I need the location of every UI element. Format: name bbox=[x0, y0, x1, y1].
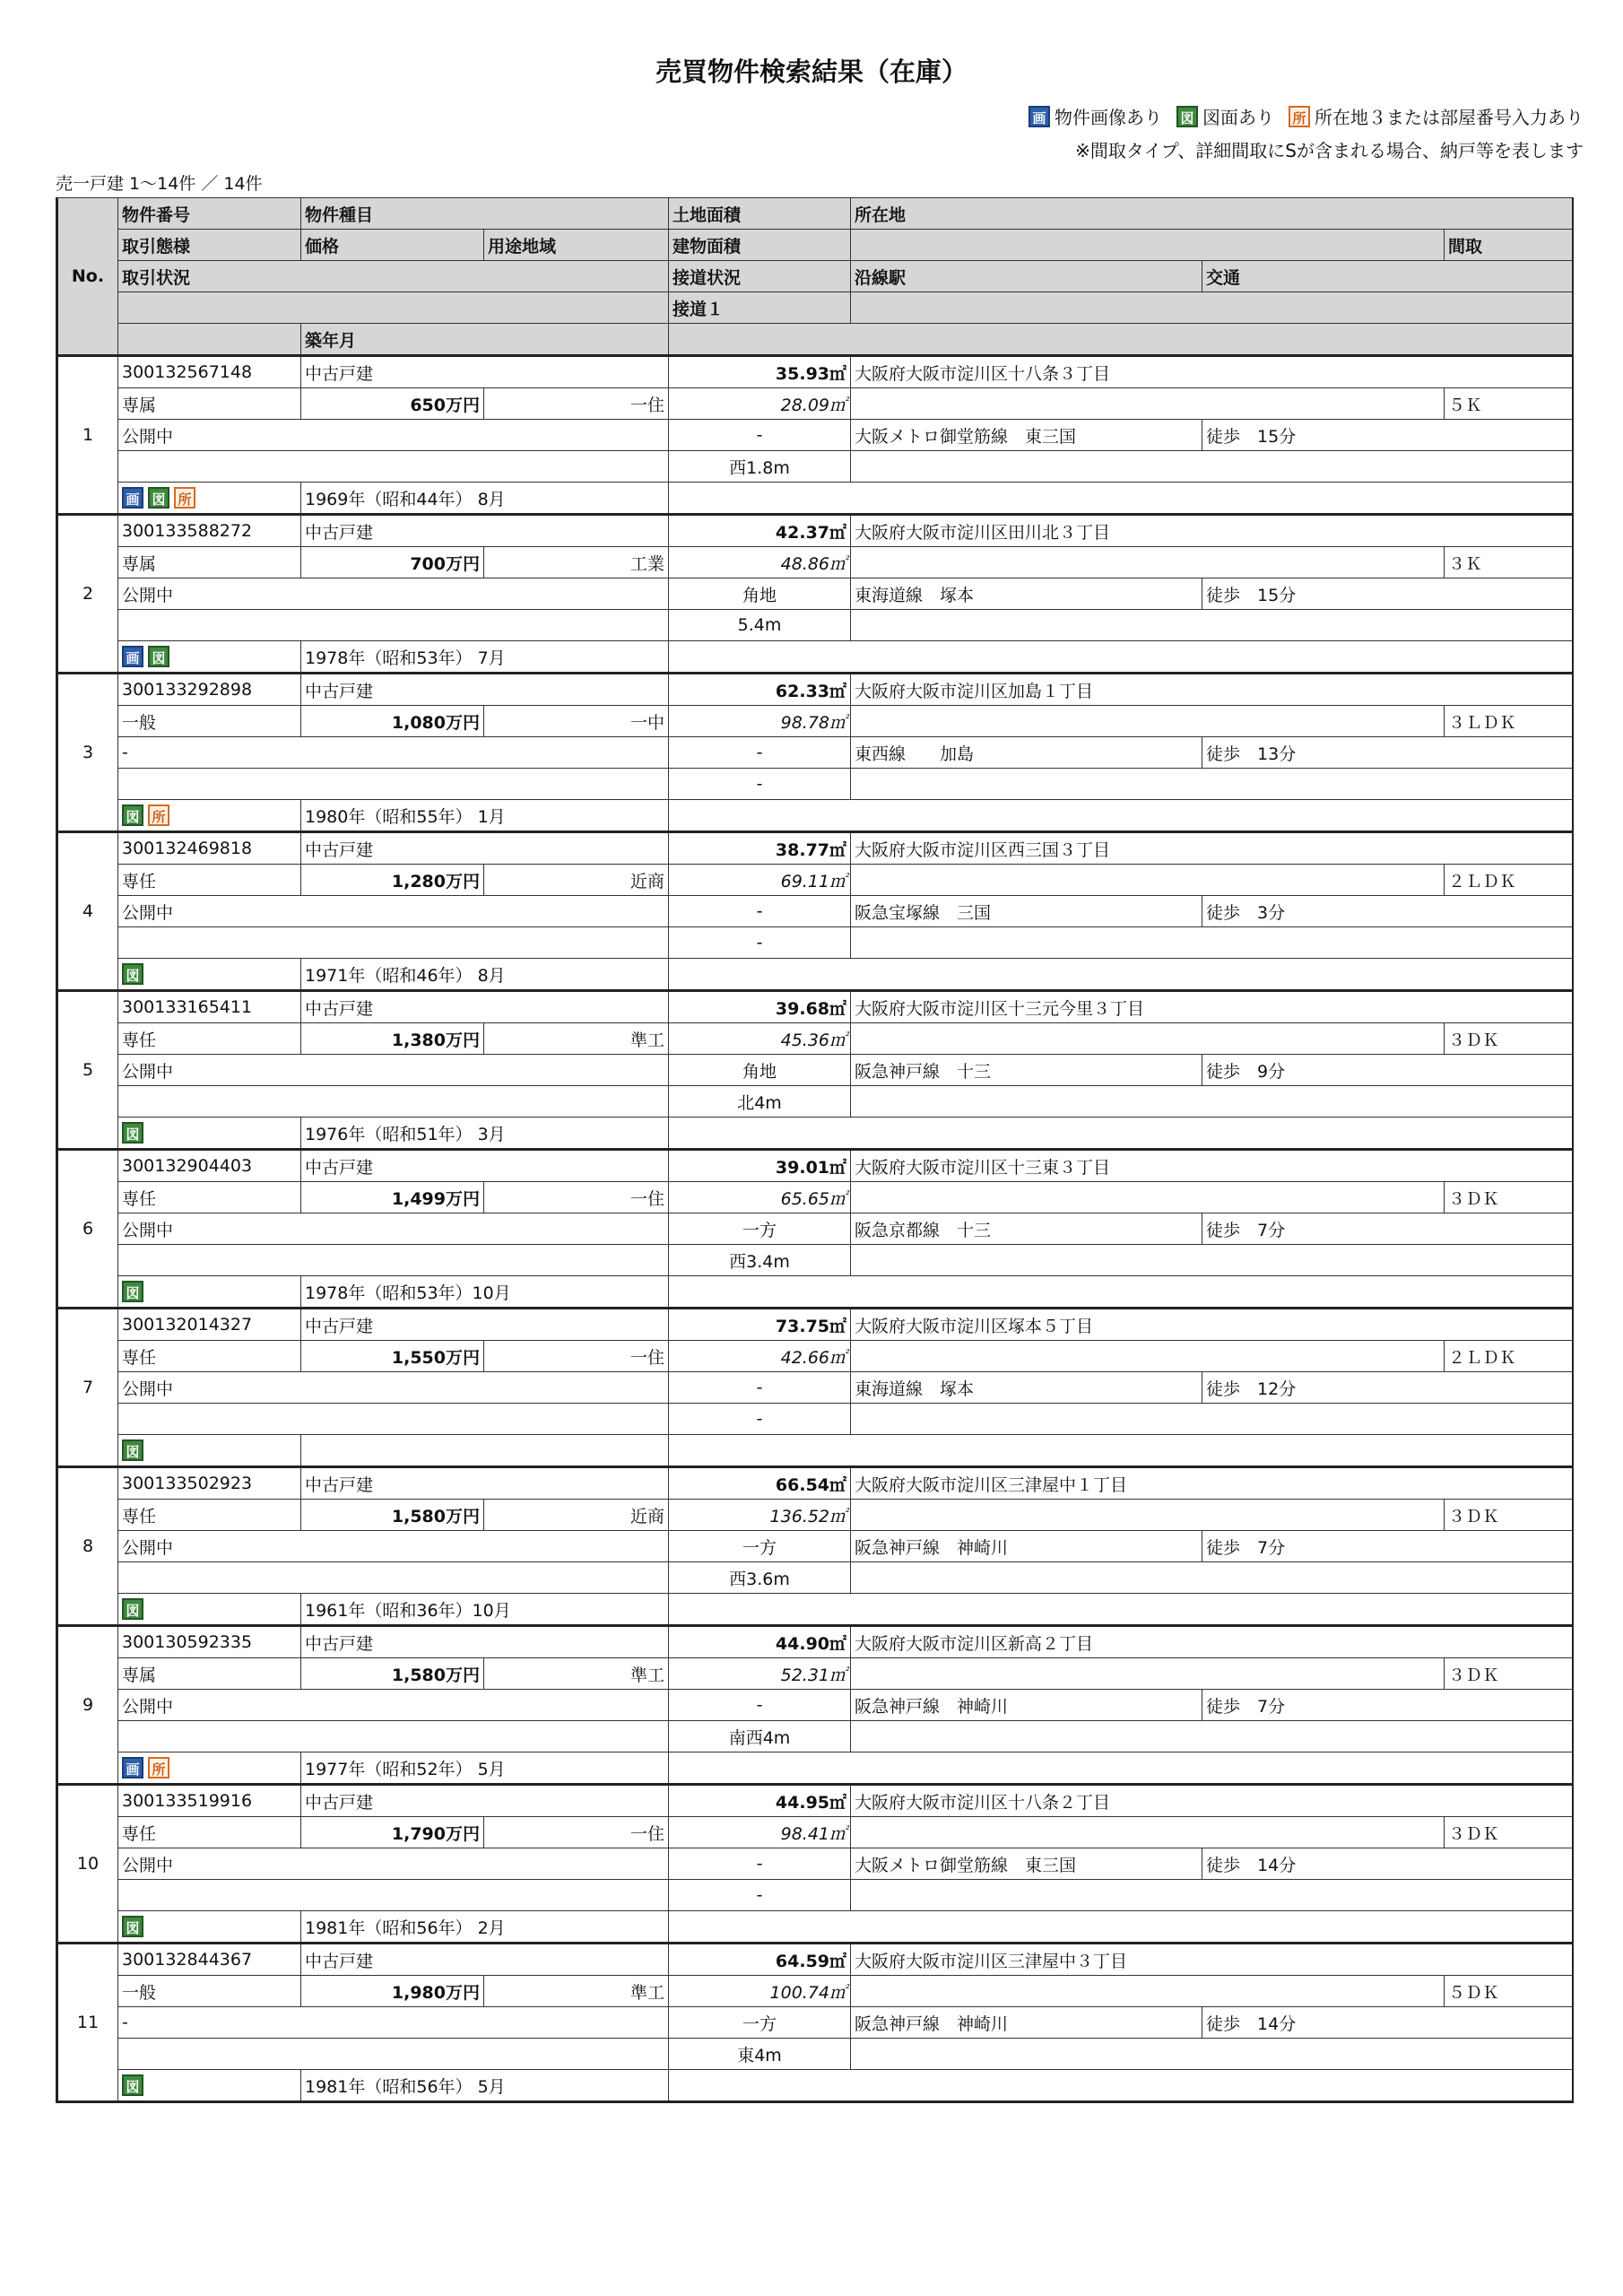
address: 大阪府大阪市淀川区新高２丁目 bbox=[851, 1626, 1573, 1658]
land-area: 62.33㎡ bbox=[669, 674, 851, 706]
address: 大阪府大阪市淀川区加島１丁目 bbox=[851, 674, 1573, 706]
image-available-icon: 画 bbox=[122, 487, 143, 509]
road-frontage: 5.4m bbox=[669, 610, 851, 641]
station: 阪急神戸線 神崎川 bbox=[851, 1531, 1202, 1562]
table-row bbox=[57, 991, 1573, 1023]
property-type: 中古戸建 bbox=[301, 1944, 669, 1976]
access: 徒歩 14分 bbox=[1202, 1848, 1573, 1880]
row-number: 8 bbox=[57, 1467, 118, 1626]
deal-type: 専任 bbox=[118, 1341, 301, 1372]
property-type: 中古戸建 bbox=[301, 515, 669, 547]
layout: ２ＬＤＫ bbox=[1445, 1341, 1573, 1372]
building-area: 98.78㎡ bbox=[669, 706, 851, 737]
building-area: 45.36㎡ bbox=[669, 1023, 851, 1055]
property-type: 中古戸建 bbox=[301, 356, 669, 388]
property-type: 中古戸建 bbox=[301, 1309, 669, 1341]
road-status: 角地 bbox=[669, 1055, 851, 1086]
access: 徒歩 12分 bbox=[1202, 1372, 1573, 1404]
price: 1,550万円 bbox=[301, 1341, 484, 1372]
land-area: 44.90㎡ bbox=[669, 1626, 851, 1658]
row-number: 4 bbox=[57, 832, 118, 991]
status: 公開中 bbox=[118, 1690, 669, 1721]
legend-image-label: 物件画像あり bbox=[1055, 107, 1162, 128]
built-date: 1969年（昭和44年） 8月 bbox=[301, 483, 669, 515]
image-available-icon: 画 bbox=[122, 646, 143, 667]
road-status: - bbox=[669, 896, 851, 927]
layout: ３ＤＫ bbox=[1445, 1182, 1573, 1213]
table-row bbox=[57, 674, 1573, 706]
building-area: 42.66㎡ bbox=[669, 1341, 851, 1372]
building-area: 69.11㎡ bbox=[669, 865, 851, 896]
icon-cell bbox=[118, 959, 301, 991]
station: 大阪メトロ御堂筋線 東三国 bbox=[851, 420, 1202, 451]
price: 1,080万円 bbox=[301, 706, 484, 737]
building-area: 28.09㎡ bbox=[669, 388, 851, 420]
status: - bbox=[118, 2007, 669, 2039]
land-area: 38.77㎡ bbox=[669, 832, 851, 865]
price: 1,499万円 bbox=[301, 1182, 484, 1213]
layout: ３Ｋ bbox=[1445, 547, 1573, 578]
address: 大阪府大阪市淀川区塚本５丁目 bbox=[851, 1309, 1573, 1341]
header-built: 築年月 bbox=[301, 324, 669, 356]
table-row bbox=[57, 515, 1573, 547]
built-date: 1981年（昭和56年） 5月 bbox=[301, 2070, 669, 2102]
station: 阪急神戸線 神崎川 bbox=[851, 2007, 1202, 2039]
icon-cell bbox=[118, 1594, 301, 1626]
table-row bbox=[57, 1309, 1573, 1341]
zoning: 一中 bbox=[484, 706, 669, 737]
address-detail-icon: 所 bbox=[148, 1757, 169, 1779]
station: 大阪メトロ御堂筋線 東三国 bbox=[851, 1848, 1202, 1880]
table-row bbox=[57, 1150, 1573, 1182]
road-frontage: - bbox=[669, 1880, 851, 1911]
station: 阪急神戸線 十三 bbox=[851, 1055, 1202, 1086]
built-date: 1980年（昭和55年） 1月 bbox=[301, 800, 669, 832]
layout: ３ＤＫ bbox=[1445, 1817, 1573, 1848]
price: 1,280万円 bbox=[301, 865, 484, 896]
address: 大阪府大阪市淀川区十八条３丁目 bbox=[851, 356, 1573, 388]
deal-type: 専任 bbox=[118, 1817, 301, 1848]
status: 公開中 bbox=[118, 420, 669, 451]
zoning: 準工 bbox=[484, 1023, 669, 1055]
row-number: 9 bbox=[57, 1626, 118, 1785]
icon-cell bbox=[118, 1911, 301, 1944]
building-area: 48.86㎡ bbox=[669, 547, 851, 578]
property-id: 300133502923 bbox=[118, 1467, 301, 1500]
station: 阪急京都線 十三 bbox=[851, 1213, 1202, 1245]
road-frontage: - bbox=[669, 927, 851, 959]
built-date: 1961年（昭和36年）10月 bbox=[301, 1594, 669, 1626]
station: 阪急神戸線 神崎川 bbox=[851, 1690, 1202, 1721]
floor-plan-icon: 図 bbox=[122, 1916, 143, 1937]
row-number: 11 bbox=[57, 1944, 118, 2102]
image-available-icon: 画 bbox=[1028, 106, 1050, 127]
property-id: 300130592335 bbox=[118, 1626, 301, 1658]
results-table bbox=[56, 197, 1574, 2103]
table-row bbox=[57, 1467, 1573, 1500]
address: 大阪府大阪市淀川区三津屋中１丁目 bbox=[851, 1467, 1573, 1500]
header-building: 建物面積 bbox=[669, 230, 851, 261]
property-id: 300133292898 bbox=[118, 674, 301, 706]
header-id: 物件番号 bbox=[118, 198, 301, 230]
access: 徒歩 7分 bbox=[1202, 1690, 1573, 1721]
layout: ２ＬＤＫ bbox=[1445, 865, 1573, 896]
deal-type: 専属 bbox=[118, 1658, 301, 1690]
row-number: 6 bbox=[57, 1150, 118, 1309]
road-status: - bbox=[669, 420, 851, 451]
land-area: 44.95㎡ bbox=[669, 1785, 851, 1817]
zoning: 工業 bbox=[484, 547, 669, 578]
row-number: 2 bbox=[57, 515, 118, 674]
icon-cell bbox=[118, 1435, 301, 1467]
table-row bbox=[57, 832, 1573, 865]
building-area: 136.52㎡ bbox=[669, 1500, 851, 1531]
floor-plan-icon: 図 bbox=[122, 1439, 143, 1461]
property-type: 中古戸建 bbox=[301, 832, 669, 865]
access: 徒歩 15分 bbox=[1202, 578, 1573, 610]
header-access: 交通 bbox=[1202, 261, 1573, 292]
deal-type: 専任 bbox=[118, 1500, 301, 1531]
floor-plan-icon: 図 bbox=[122, 963, 143, 985]
status: 公開中 bbox=[118, 896, 669, 927]
status: 公開中 bbox=[118, 1848, 669, 1880]
icon-cell bbox=[118, 1118, 301, 1150]
table-row bbox=[57, 1944, 1573, 1976]
price: 1,380万円 bbox=[301, 1023, 484, 1055]
row-number: 1 bbox=[57, 356, 118, 515]
row-number: 7 bbox=[57, 1309, 118, 1467]
property-type: 中古戸建 bbox=[301, 991, 669, 1023]
land-area: 39.01㎡ bbox=[669, 1150, 851, 1182]
land-area: 42.37㎡ bbox=[669, 515, 851, 547]
icon-legend bbox=[1028, 103, 1584, 129]
status: 公開中 bbox=[118, 1055, 669, 1086]
address: 大阪府大阪市淀川区三津屋中３丁目 bbox=[851, 1944, 1573, 1976]
header-line: 沿線駅 bbox=[851, 261, 1202, 292]
deal-type: 専属 bbox=[118, 547, 301, 578]
header-deal: 取引態様 bbox=[118, 230, 301, 261]
zoning: 一住 bbox=[484, 388, 669, 420]
road-status: 一方 bbox=[669, 2007, 851, 2039]
station: 阪急宝塚線 三国 bbox=[851, 896, 1202, 927]
station: 東西線 加島 bbox=[851, 737, 1202, 769]
building-area: 100.74㎡ bbox=[669, 1976, 851, 2007]
built-date: 1978年（昭和53年）10月 bbox=[301, 1276, 669, 1309]
access: 徒歩 13分 bbox=[1202, 737, 1573, 769]
deal-type: 一般 bbox=[118, 1976, 301, 2007]
property-type: 中古戸建 bbox=[301, 1626, 669, 1658]
floor-plan-icon: 図 bbox=[122, 2074, 143, 2096]
land-area: 73.75㎡ bbox=[669, 1309, 851, 1341]
address: 大阪府大阪市淀川区西三国３丁目 bbox=[851, 832, 1573, 865]
floor-plan-icon: 図 bbox=[122, 1598, 143, 1620]
table-row bbox=[57, 1626, 1573, 1658]
header-type: 物件種目 bbox=[301, 198, 669, 230]
header-status: 取引状況 bbox=[118, 261, 669, 292]
floor-plan-icon: 図 bbox=[148, 646, 169, 667]
floor-plan-icon: 図 bbox=[148, 487, 169, 509]
table-row bbox=[57, 1785, 1573, 1817]
road-status: - bbox=[669, 737, 851, 769]
access: 徒歩 14分 bbox=[1202, 2007, 1573, 2039]
status: - bbox=[118, 737, 669, 769]
floor-plan-icon: 図 bbox=[122, 1281, 143, 1302]
built-date bbox=[301, 1435, 669, 1467]
property-id: 300132469818 bbox=[118, 832, 301, 865]
property-id: 300132014327 bbox=[118, 1309, 301, 1341]
header-zone: 用途地域 bbox=[484, 230, 669, 261]
row-number: 10 bbox=[57, 1785, 118, 1944]
zoning: 近商 bbox=[484, 865, 669, 896]
zoning: 準工 bbox=[484, 1976, 669, 2007]
header-layout: 間取 bbox=[1445, 230, 1573, 261]
header-address: 所在地 bbox=[851, 198, 1573, 230]
road-frontage: 南西4m bbox=[669, 1721, 851, 1752]
land-area: 39.68㎡ bbox=[669, 991, 851, 1023]
road-status: 角地 bbox=[669, 578, 851, 610]
table-row bbox=[57, 356, 1573, 388]
status: 公開中 bbox=[118, 1372, 669, 1404]
icon-cell bbox=[118, 641, 301, 674]
legend-address-label: 所在地３または部屋番号入力あり bbox=[1315, 107, 1584, 128]
built-date: 1981年（昭和56年） 2月 bbox=[301, 1911, 669, 1944]
price: 1,580万円 bbox=[301, 1500, 484, 1531]
property-id: 300132844367 bbox=[118, 1944, 301, 1976]
deal-type: 専任 bbox=[118, 1182, 301, 1213]
property-id: 300132904403 bbox=[118, 1150, 301, 1182]
price: 1,790万円 bbox=[301, 1817, 484, 1848]
road-frontage: - bbox=[669, 769, 851, 800]
built-date: 1977年（昭和52年） 5月 bbox=[301, 1752, 669, 1785]
zoning: 一住 bbox=[484, 1182, 669, 1213]
layout: ３ＤＫ bbox=[1445, 1023, 1573, 1055]
status: 公開中 bbox=[118, 1531, 669, 1562]
road-frontage: 北4m bbox=[669, 1086, 851, 1118]
status: 公開中 bbox=[118, 578, 669, 610]
road-frontage: - bbox=[669, 1404, 851, 1435]
access: 徒歩 3分 bbox=[1202, 896, 1573, 927]
icon-cell bbox=[118, 800, 301, 832]
row-number: 3 bbox=[57, 674, 118, 832]
legend-plan-label: 図面あり bbox=[1202, 107, 1274, 128]
road-status: - bbox=[669, 1372, 851, 1404]
floor-plan-icon: 図 bbox=[122, 1122, 143, 1144]
road-frontage: 西1.8m bbox=[669, 451, 851, 483]
property-type: 中古戸建 bbox=[301, 1785, 669, 1817]
layout: ５ＤＫ bbox=[1445, 1976, 1573, 2007]
access: 徒歩 15分 bbox=[1202, 420, 1573, 451]
zoning: 一住 bbox=[484, 1817, 669, 1848]
property-type: 中古戸建 bbox=[301, 1150, 669, 1182]
deal-type: 専任 bbox=[118, 1023, 301, 1055]
deal-type: 専属 bbox=[118, 388, 301, 420]
road-status: 一方 bbox=[669, 1531, 851, 1562]
access: 徒歩 7分 bbox=[1202, 1213, 1573, 1245]
zoning: 準工 bbox=[484, 1658, 669, 1690]
price: 700万円 bbox=[301, 547, 484, 578]
property-type: 中古戸建 bbox=[301, 674, 669, 706]
address: 大阪府大阪市淀川区十八条２丁目 bbox=[851, 1785, 1573, 1817]
image-available-icon: 画 bbox=[122, 1757, 143, 1779]
status: 公開中 bbox=[118, 1213, 669, 1245]
road-frontage: 西3.4m bbox=[669, 1245, 851, 1276]
built-date: 1976年（昭和51年） 3月 bbox=[301, 1118, 669, 1150]
address: 大阪府大阪市淀川区田川北３丁目 bbox=[851, 515, 1573, 547]
address-detail-icon: 所 bbox=[174, 487, 195, 509]
access: 徒歩 9分 bbox=[1202, 1055, 1573, 1086]
address-detail-icon: 所 bbox=[148, 804, 169, 826]
property-id: 300132567148 bbox=[118, 356, 301, 388]
road-frontage: 東4m bbox=[669, 2039, 851, 2070]
layout: ５Ｋ bbox=[1445, 388, 1573, 420]
road-status: - bbox=[669, 1848, 851, 1880]
access: 徒歩 7分 bbox=[1202, 1531, 1573, 1562]
header-road: 接道状況 bbox=[669, 261, 851, 292]
road-status: 一方 bbox=[669, 1213, 851, 1245]
property-type: 中古戸建 bbox=[301, 1467, 669, 1500]
icon-cell bbox=[118, 483, 301, 515]
floor-plan-icon: 図 bbox=[1176, 106, 1198, 127]
zoning: 近商 bbox=[484, 1500, 669, 1531]
address-detail-icon: 所 bbox=[1289, 106, 1310, 127]
deal-type: 一般 bbox=[118, 706, 301, 737]
header-no: No. bbox=[57, 198, 118, 356]
row-number: 5 bbox=[57, 991, 118, 1150]
address: 大阪府大阪市淀川区十三元今里３丁目 bbox=[851, 991, 1573, 1023]
property-id: 300133519916 bbox=[118, 1785, 301, 1817]
deal-type: 専任 bbox=[118, 865, 301, 896]
header-land: 土地面積 bbox=[669, 198, 851, 230]
building-area: 98.41㎡ bbox=[669, 1817, 851, 1848]
road-status: - bbox=[669, 1690, 851, 1721]
layout: ３ＤＫ bbox=[1445, 1500, 1573, 1531]
price: 1,580万円 bbox=[301, 1658, 484, 1690]
property-id: 300133165411 bbox=[118, 991, 301, 1023]
land-area: 64.59㎡ bbox=[669, 1944, 851, 1976]
icon-cell bbox=[118, 2070, 301, 2102]
built-date: 1978年（昭和53年） 7月 bbox=[301, 641, 669, 674]
land-area: 35.93㎡ bbox=[669, 356, 851, 388]
layout: ３ＤＫ bbox=[1445, 1658, 1573, 1690]
header-price: 価格 bbox=[301, 230, 484, 261]
building-area: 65.65㎡ bbox=[669, 1182, 851, 1213]
zoning: 一住 bbox=[484, 1341, 669, 1372]
price: 650万円 bbox=[301, 388, 484, 420]
building-area: 52.31㎡ bbox=[669, 1658, 851, 1690]
floor-plan-icon: 図 bbox=[122, 804, 143, 826]
land-area: 66.54㎡ bbox=[669, 1467, 851, 1500]
layout-note: ※間取タイプ、詳細間取にSが含まれる場合、納戸等を表します bbox=[1075, 140, 1584, 161]
road-frontage: 西3.6m bbox=[669, 1562, 851, 1594]
built-date: 1971年（昭和46年） 8月 bbox=[301, 959, 669, 991]
layout: ３ＬＤＫ bbox=[1445, 706, 1573, 737]
icon-cell bbox=[118, 1752, 301, 1785]
station: 東海道線 塚本 bbox=[851, 1372, 1202, 1404]
page-title: 売買物件検索結果（在庫） bbox=[655, 57, 968, 87]
header-road1: 接道１ bbox=[669, 292, 851, 324]
price: 1,980万円 bbox=[301, 1976, 484, 2007]
result-count: 売一戸建 1〜14件 ／ 14件 bbox=[56, 174, 263, 194]
address: 大阪府大阪市淀川区十三東３丁目 bbox=[851, 1150, 1573, 1182]
property-id: 300133588272 bbox=[118, 515, 301, 547]
station: 東海道線 塚本 bbox=[851, 578, 1202, 610]
icon-cell bbox=[118, 1276, 301, 1309]
